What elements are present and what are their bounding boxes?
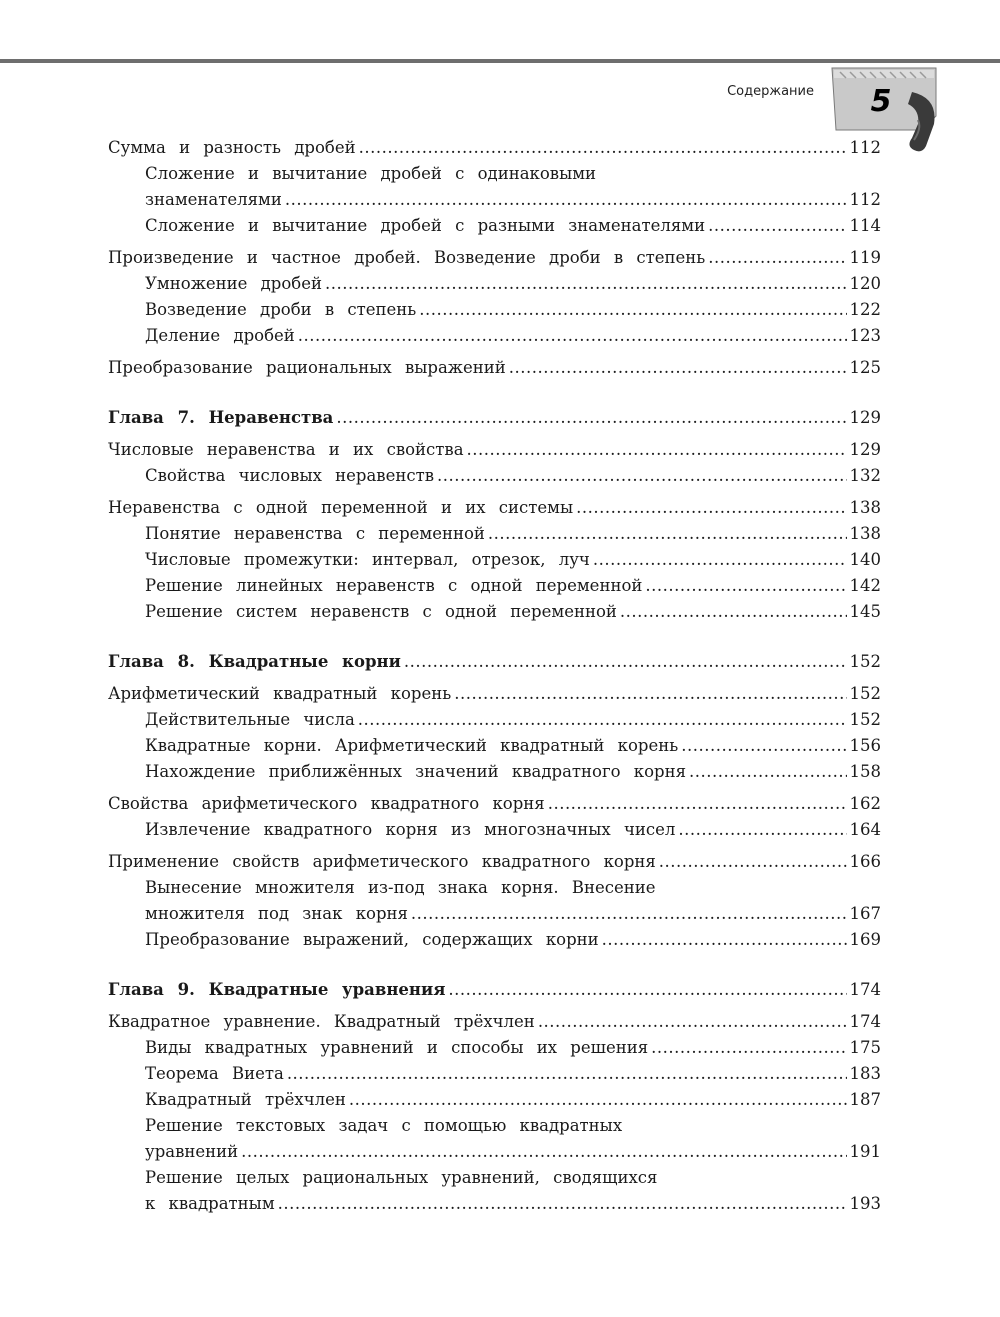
toc-entry: Решение систем неравенств с одной переменной ..... 145: [108, 599, 881, 625]
toc-entry: Преобразование выражений, содержащих корни ..... 169: [108, 927, 881, 953]
toc-entry-line: Решение текстовых задач с помощью квадратных: [145, 1116, 623, 1135]
toc-entry: к квадратным ..... 193: [108, 1191, 881, 1217]
toc-entry: Виды квадратных уравнений и способы их решения ..... 175: [108, 1035, 881, 1061]
toc-entry: Деление дробей ..... 123: [108, 323, 881, 349]
toc-entry: уравнений ..... 191: [108, 1139, 881, 1165]
toc-chapter-9: Глава 9. Квадратные уравнения ..... 174: [108, 977, 881, 1003]
table-of-contents: [108, 135, 881, 1217]
toc-entry: Квадратный трёхчлен ..... 187: [108, 1087, 881, 1113]
toc-entry: Умножение дробей ..... 120: [108, 271, 881, 297]
toc-entry: Извлечение квадратного корня из многозначных чисел ..... 164: [108, 817, 881, 843]
toc-entry: Сумма и разность дробей ..... 112: [108, 135, 881, 161]
toc-entry: Свойства арифметического квадратного корня ..... 162: [108, 791, 881, 817]
toc-chapter-7: Глава 7. Неравенства ..... 129: [108, 405, 881, 431]
page-number: 5: [870, 84, 892, 119]
toc-entry: Применение свойств арифметического квадратного корня ..... 166: [108, 849, 881, 875]
toc-entry: Понятие неравенства с переменной ..... 138: [108, 521, 881, 547]
toc-entry: Свойства числовых неравенств ..... 132: [108, 463, 881, 489]
toc-entry: Возведение дроби в степень ..... 122: [108, 297, 881, 323]
toc-entry-line: Вынесение множителя из-под знака корня. Внесение: [145, 878, 656, 897]
toc-entry: Числовые неравенства и их свойства ..... 129: [108, 437, 881, 463]
toc-entry: Теорема Виета ..... 183: [108, 1061, 881, 1087]
toc-entry: Нахождение приближённых значений квадратного корня ..... 158: [108, 759, 881, 785]
toc-entry: Неравенства с одной переменной и их системы ..... 138: [108, 495, 881, 521]
toc-entry: Квадратные корни. Арифметический квадратный корень ..... 156: [108, 733, 881, 759]
top-rule: [0, 59, 1000, 63]
toc-entry: Числовые промежутки: интервал, отрезок, луч ..... 140: [108, 547, 881, 573]
toc-entry-line: Решение целых рациональных уравнений, сводящихся: [145, 1168, 658, 1187]
toc-entry: знаменателями ..... 112: [108, 187, 881, 213]
toc-entry-line: Сложение и вычитание дробей с одинаковыми: [145, 164, 597, 183]
toc-entry: Преобразование рациональных выражений ..... 125: [108, 355, 881, 381]
toc-entry: Сложение и вычитание дробей с разными знаменателями ..... 114: [108, 213, 881, 239]
toc-entry: Квадратное уравнение. Квадратный трёхчлен ..... 174: [108, 1009, 881, 1035]
running-header: Содержание: [727, 84, 814, 99]
toc-chapter-8: Глава 8. Квадратные корни ..... 152: [108, 649, 881, 675]
toc-entry: Произведение и частное дробей. Возведение дроби в степень ..... 119: [108, 245, 881, 271]
toc-entry: множителя под знак корня ..... 167: [108, 901, 881, 927]
toc-entry: Арифметический квадратный корень ..... 152: [108, 681, 881, 707]
toc-entry: Решение линейных неравенств с одной переменной ..... 142: [108, 573, 881, 599]
toc-entry: Действительные числа ..... 152: [108, 707, 881, 733]
